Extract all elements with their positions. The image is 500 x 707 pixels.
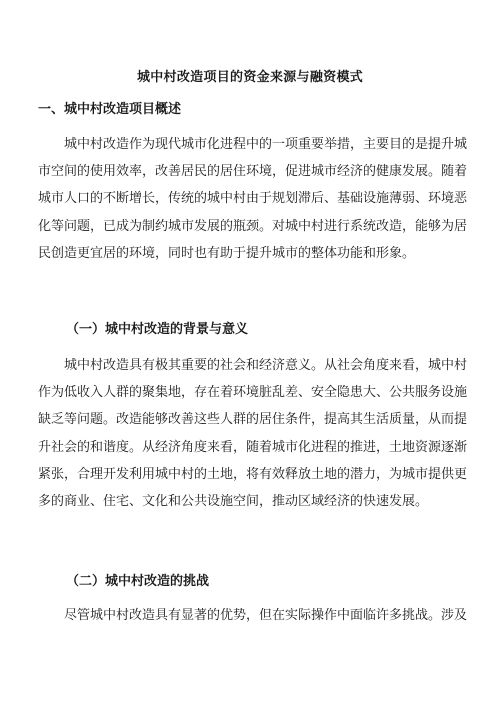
paragraph-challenges [38, 602, 468, 629]
paragraph-line: 缺乏等问题。改造能够改善这些人群的居住条件，提高其生活质量，从而提 [38, 412, 468, 428]
paragraph-line: 升社会的和谐度。从经济角度来看，随着城市化进程的推进，土地资源逐渐 [38, 439, 468, 455]
paragraph-overview [38, 131, 468, 267]
section-heading-overview: 一、城中村改造项目概述 [38, 102, 182, 117]
subsection-heading-challenges: （二）城中村改造的挑战 [66, 574, 210, 589]
paragraph-background [38, 352, 468, 515]
paragraph-line: 民创造更宜居的环境，同时也有助于提升城市的整体功能和形象。 [38, 245, 416, 261]
paragraph-line: 城市人口的不断增长，传统的城中村由于规划滞后、基础设施薄弱、环境恶 [38, 191, 468, 207]
paragraph-line: 多的商业、住宅、文化和公共设施空间，推动区域经济的快速发展。 [38, 493, 429, 509]
paragraph-line: 化等问题，已成为制约城市发展的瓶颈。对城中村进行系统改造，能够为居 [38, 218, 468, 234]
subsection-heading-background: （一）城中村改造的背景与意义 [66, 322, 249, 337]
paragraph-line: 作为低收入人群的聚集地，存在着环境脏乱差、安全隐患大、公共服务设施 [38, 385, 468, 401]
paragraph-line: 城中村改造具有极其重要的社会和经济意义。从社会角度来看，城中村 [64, 358, 468, 373]
paragraph-line: 尽管城中村改造具有显著的优势，但在实际操作中面临许多挑战。涉及 [64, 608, 468, 623]
document-title: 城中村改造项目的资金来源与融资模式 [136, 70, 364, 85]
paragraph-line: 紧张，合理开发利用城中村的土地，将有效释放土地的潜力，为城市提供更 [38, 466, 468, 482]
paragraph-line: 城中村改造作为现代城市化进程中的一项重要举措，主要目的是提升城 [64, 137, 468, 152]
paragraph-line: 市空间的使用效率，改善居民的居住环境，促进城市经济的健康发展。随着 [38, 164, 468, 180]
